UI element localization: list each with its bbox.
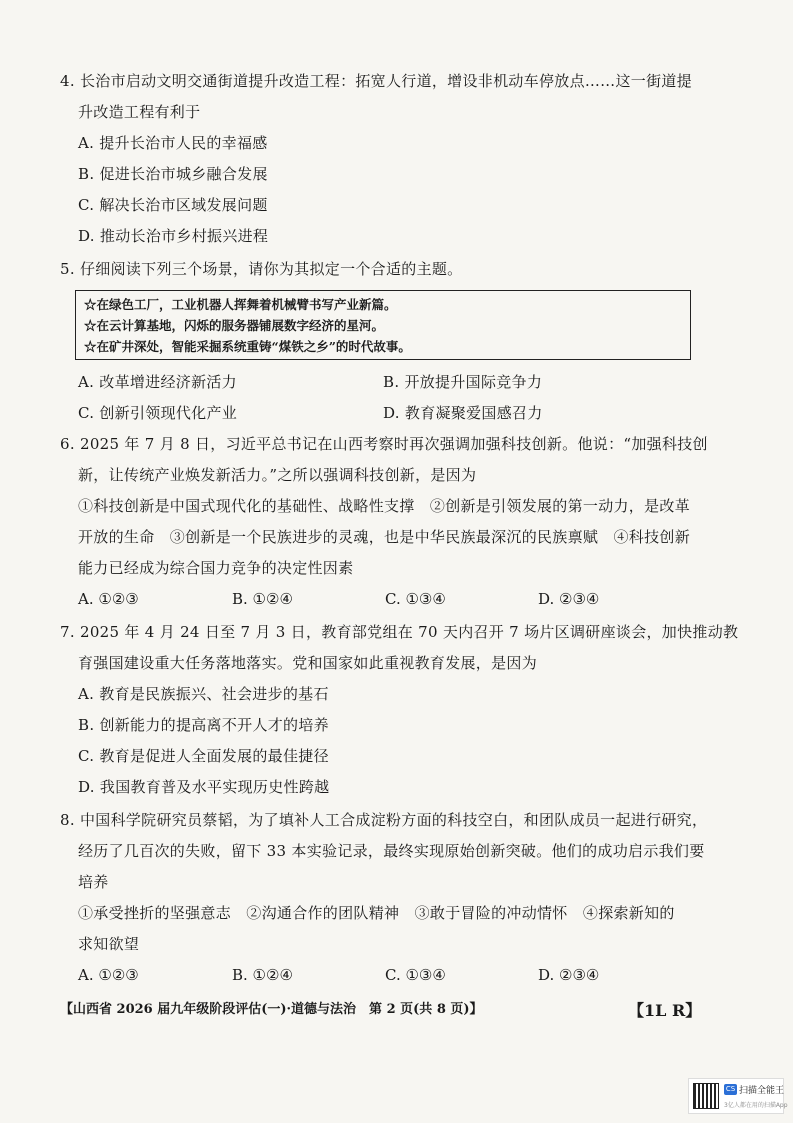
q6-option-b: B. ①②④ [232, 590, 293, 608]
camscanner-logo-icon: CS [725, 1085, 736, 1093]
q6-stem-line-5: 能力已经成为综合国力竞争的决定性因素 [78, 559, 354, 577]
q4-option-a: A. 提升长治市人民的幸福感 [78, 134, 268, 152]
q5-scene-box [75, 290, 691, 360]
q8-option-b: B. ①②④ [232, 966, 293, 984]
q7-option-b: B. 创新能力的提高离不开人才的培养 [78, 716, 329, 734]
q6-option-a: A. ①②③ [78, 590, 139, 608]
qr-code-icon [693, 1083, 719, 1109]
q7-stem-line-2: 育强国建设重大任务落地落实。党和国家如此重视教育发展，是因为 [78, 654, 538, 672]
q5-option-b: B. 开放提升国际竞争力 [383, 373, 543, 391]
q5-scene-2: ☆在云计算基地，闪烁的服务器铺展数字经济的星河。 [84, 318, 385, 333]
scanner-badge [688, 1078, 788, 1114]
q6-option-d: D. ②③④ [538, 590, 600, 608]
q6-stem-line-2: 新，让传统产业焕发新活力。”之所以强调科技创新，是因为 [78, 466, 477, 484]
q4-option-d: D. 推动长治市乡村振兴进程 [78, 227, 269, 245]
q8-stem-line-5: 求知欲望 [78, 935, 140, 953]
scanner-badge-subtitle: 3亿人都在用的扫描App [724, 1102, 788, 1109]
page-footer-code: 【1L R】 [628, 1001, 702, 1020]
q8-option-d: D. ②③④ [538, 966, 600, 984]
q8-stem-line-3: 培养 [78, 873, 109, 891]
q4-option-b: B. 促进长治市城乡融合发展 [78, 165, 268, 183]
page-footer-info: 【山西省 2026 届九年级阶段评估(一)·道德与法治 第 2 页(共 8 页)】 [60, 1002, 483, 1017]
q5-option-d: D. 教育凝聚爱国感召力 [383, 404, 543, 422]
q8-stem-line-2: 经历了几百次的失败，留下 33 本实验记录，最终实现原始创新突破。他们的成功启示我们要 [78, 842, 705, 860]
q4-option-c: C. 解决长治市区域发展问题 [78, 196, 268, 214]
q5-scene-3: ☆在矿井深处，智能采掘系统重铸“煤铁之乡”的时代故事。 [84, 339, 411, 354]
q4-stem-line-2: 升改造工程有利于 [78, 103, 201, 121]
q6-stem-line-1: 6. 2025 年 7 月 8 日，习近平总书记在山西考察时再次强调加强科技创新。他说：“加强科技创 [60, 435, 708, 453]
q8-stem-line-4: ①承受挫折的坚强意志 ②沟通合作的团队精神 ③敢于冒险的冲动情怀 ④探索新知的 [78, 904, 675, 922]
q8-option-c: C. ①③④ [385, 966, 446, 984]
scanner-badge-title: 扫描全能王 [739, 1086, 785, 1096]
q8-option-a: A. ①②③ [78, 966, 139, 984]
q8-stem-line-1: 8. 中国科学院研究员蔡韬，为了填补人工合成淀粉方面的科技空白，和团队成员一起进行研究， [60, 811, 708, 829]
q4-stem-line-1: 4. 长治市启动文明交通街道提升改造工程：拓宽人行道，增设非机动车停放点……这一街道提 [60, 72, 692, 90]
q7-option-d: D. 我国教育普及水平实现历史性跨越 [78, 778, 330, 796]
q5-scene-1: ☆在绿色工厂，工业机器人挥舞着机械臂书写产业新篇。 [84, 297, 397, 312]
q6-stem-line-3: ①科技创新是中国式现代化的基础性、战略性支撑 ②创新是引领发展的第一动力，是改革 [78, 497, 691, 515]
q5-option-c: C. 创新引领现代化产业 [78, 404, 238, 422]
q7-option-a: A. 教育是民族振兴、社会进步的基石 [78, 685, 329, 703]
q7-stem-line-1: 7. 2025 年 4 月 24 日至 7 月 3 日，教育部党组在 70 天内召开 7 场片区调研座谈会，加快推动教 [60, 623, 739, 641]
q5-stem: 5. 仔细阅读下列三个场景，请你为其拟定一个合适的主题。 [60, 260, 463, 278]
q5-option-a: A. 改革增进经济新活力 [78, 373, 237, 391]
q6-option-c: C. ①③④ [385, 590, 446, 608]
q6-stem-line-4: 开放的生命 ③创新是一个民族进步的灵魂，也是中华民族最深沉的民族禀赋 ④科技创新 [78, 528, 691, 546]
q7-option-c: C. 教育是促进人全面发展的最佳捷径 [78, 747, 329, 765]
